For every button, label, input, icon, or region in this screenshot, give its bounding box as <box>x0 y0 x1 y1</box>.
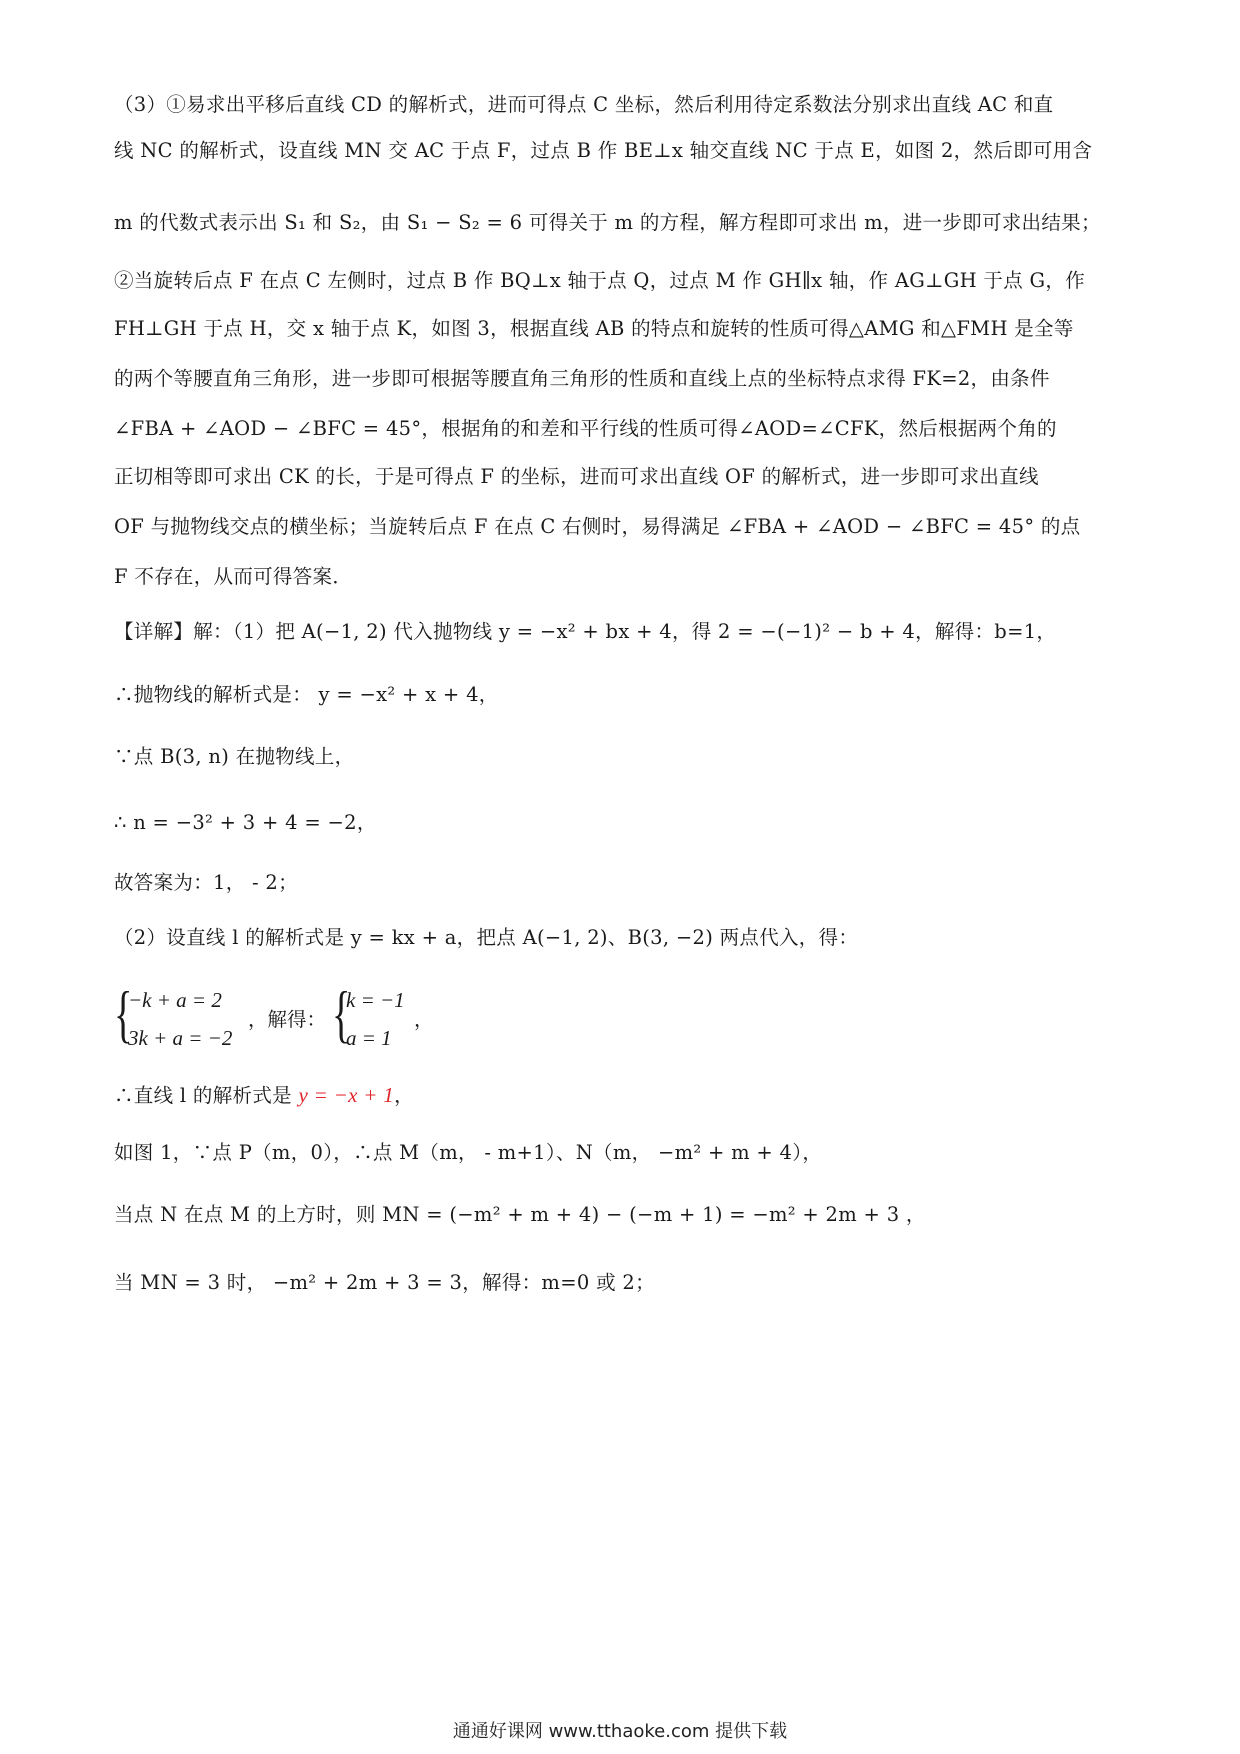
analysis-part3b-line3: 的两个等腰直角三角形，进一步即可根据等腰直角三角形的性质和直线上点的坐标特点求得 FK=2，由条件 <box>114 367 1050 390</box>
analysis-part3-line3: m 的代数式表示出 S₁ 和 S₂，由 S₁ − S₂ = 6 可得关于 m 的方程，解方程即可求出 m，进一步即可求出结果； <box>114 211 1101 234</box>
point-b-line: ∵点 B(3, n) 在抛物线上， <box>114 745 355 768</box>
solution-part2-line: （2）设直线 l 的解析式是 y = kx + a，把点 A(−1, 2)、B(3, −2) 两点代入，得： <box>114 926 859 949</box>
line-l-expression-red: y = −x + 1 <box>298 1083 395 1107</box>
mn-equals-3-line: 当 MN = 3 时， −m² + 2m + 3 = 3，解得：m=0 或 2； <box>114 1271 655 1294</box>
system-equation-1: −k + a = 2 <box>128 988 222 1012</box>
n-value-line: ∴ n = −3² + 3 + 4 = −2， <box>114 811 377 834</box>
analysis-part3-line2: 线 NC 的解析式，设直线 MN 交 AC 于点 F，过点 B 作 BE⊥x 轴交直线 NC 于点 E，如图 2，然后即可用含 <box>114 139 1093 162</box>
analysis-part3b-line1: ②当旋转后点 F 在点 C 左侧时，过点 B 作 BQ⊥x 轴于点 Q，过点 M 作 GH∥x 轴，作 AG⊥GH 于点 G，作 <box>114 269 1086 292</box>
analysis-part3b-line7: F 不存在，从而可得答案． <box>114 565 353 588</box>
line-l-expression-line <box>114 1080 1134 1111</box>
analysis-part3-line1: （3）①易求出平移后直线 CD 的解析式，进而可得点 C 坐标，然后利用待定系数法分别求出直线 AC 和直 <box>114 93 1054 116</box>
left-brace-2: { <box>332 978 351 1049</box>
analysis-part3b-line6: OF 与抛物线交点的横坐标；当旋转后点 F 在点 C 右侧时，易得满足 ∠FBA + ∠AOD − ∠BFC = 45° 的点 <box>114 515 1081 538</box>
analysis-part3b-line5: 正切相等即可求出 CK 的长，于是可得点 F 的坐标，进而可求出直线 OF 的解析式，进一步即可求出直线 <box>114 465 1039 488</box>
mn-expression-line: 当点 N 在点 M 的上方时，则 MN = (−m² + m + 4) − (−m + 1) = −m² + 2m + 3 ， <box>114 1203 926 1226</box>
system-equation-2: 3k + a = −2 <box>128 1026 233 1050</box>
figure1-points-line: 如图 1，∵点 P（m，0），∴点 M（m， - m+1）、N（m， −m² + m + 4）， <box>114 1141 823 1164</box>
footer-watermark: 通通好课网 www.tthaoke.com 提供下载 <box>452 1721 788 1742</box>
left-brace-1: { <box>114 978 133 1049</box>
line-l-suffix: ， <box>394 1084 414 1107</box>
system-solution-2: a = 1 <box>346 1026 392 1050</box>
system-solution-1: k = −1 <box>346 988 405 1012</box>
answer-line: 故答案为：1， - 2； <box>114 871 298 894</box>
solution-part1-line: 【详解】解：（1）把 A(−1, 2) 代入抛物线 y = −x² + bx + 4，得 2 = −(−1)² − b + 4，解得：b=1， <box>114 620 1057 643</box>
system-end-comma: ， <box>414 1008 434 1031</box>
analysis-part3b-line2: FH⊥GH 于点 H，交 x 轴于点 K，如图 3，根据直线 AB 的特点和旋转的性质可得△AMG 和△FMH 是全等 <box>114 317 1074 340</box>
solve-label: ，解得： <box>248 1008 327 1031</box>
equation-system <box>114 978 714 1055</box>
parabola-expression-line: ∴抛物线的解析式是： y = −x² + x + 4， <box>114 683 499 706</box>
analysis-part3b-line4: ∠FBA + ∠AOD − ∠BFC = 45°，根据角的和差和平行线的性质可得∠AOD=∠CFK，然后根据两个角的 <box>114 417 1057 440</box>
line-l-prefix: ∴直线 l 的解析式是 <box>114 1084 299 1107</box>
